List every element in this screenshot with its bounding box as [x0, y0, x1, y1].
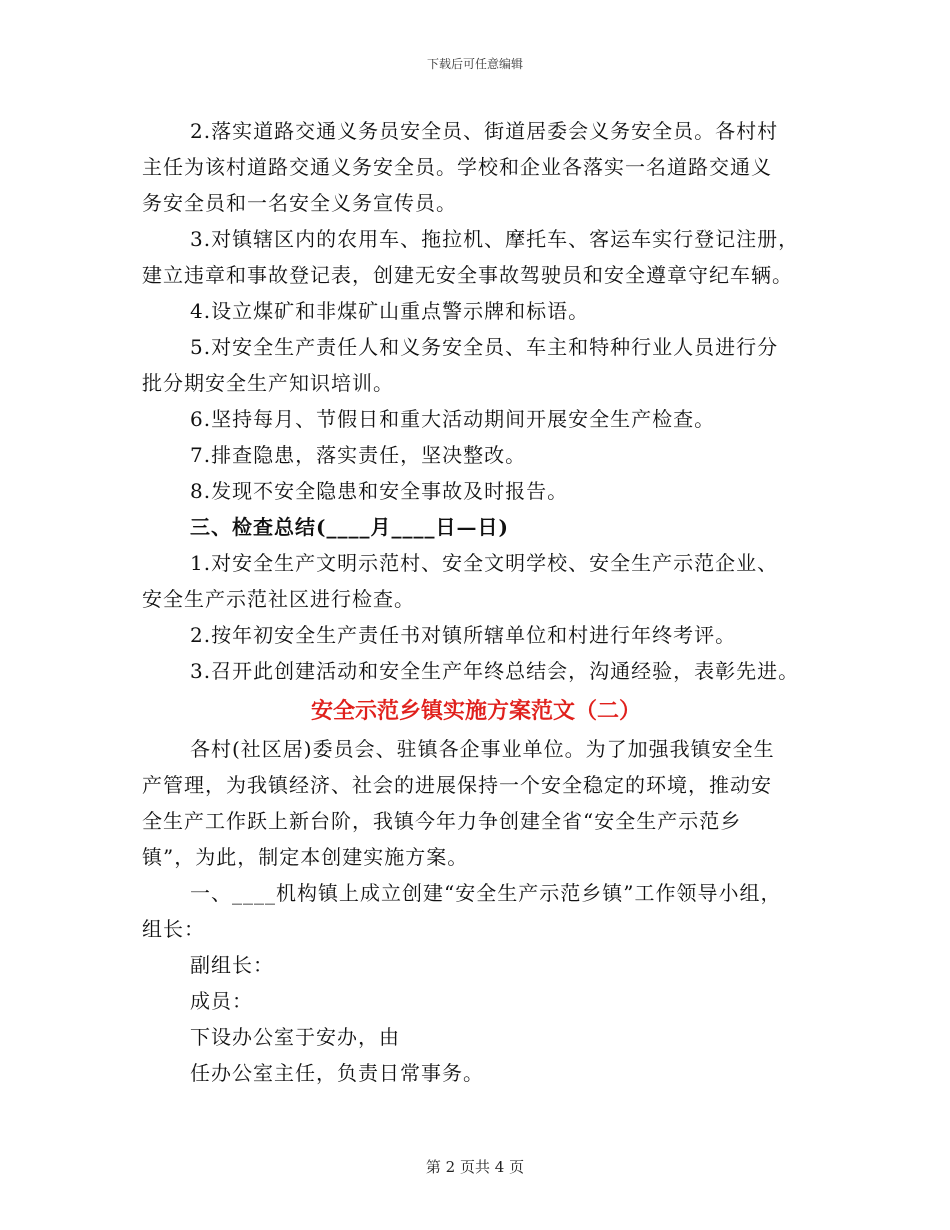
text-line: 7.排查隐患，落实责任，坚决整改。 [190, 443, 527, 467]
section-title: 安全示范乡镇实施方案范文（二） [310, 698, 641, 724]
text-line: 批分期安全生产知识培训。 [142, 371, 394, 395]
text-line: 下设办公室于安办，由 [190, 1025, 400, 1049]
text-line: 产管理，为我镇经济、社会的进展保持一个安全稳定的环境，推动安 [142, 773, 772, 797]
text-line: 建立违章和事故登记表，创建无安全事故驾驶员和安全遵章守纪车辆。 [142, 263, 793, 287]
text-line: 镇”，为此，制定本创建实施方案。 [142, 845, 469, 869]
document-body [142, 113, 810, 1091]
text-line: 全生产工作跃上新台阶，我镇今年力争创建全省“安全生产示范乡 [142, 809, 742, 833]
text-line: 3.召开此创建活动和安全生产年终总结会，沟通经验，表彰先进。 [190, 659, 800, 683]
paragraph-block-2 [142, 731, 810, 1091]
text-line: 三、检查总结(____月____日—日) [190, 515, 509, 539]
text-line: 8.发现不安全隐患和安全事故及时报告。 [190, 479, 569, 503]
text-line: 任办公室主任，负责日常事务。 [190, 1061, 484, 1085]
text-line: 1.对安全生产文明示范村、安全文明学校、安全生产示范企业、 [190, 551, 779, 575]
text-line: 一、____机构镇上成立创建“安全生产示范乡镇”工作领导小组， [190, 881, 782, 905]
text-line: 各村(社区居)委员会、驻镇各企事业单位。为了加强我镇安全生 [190, 737, 775, 761]
text-line: 副组长： [190, 953, 274, 977]
page-footer: 第 2 页共 4 页 [425, 1158, 525, 1176]
page-header: 下载后可任意编辑 [426, 57, 523, 71]
text-line: 3.对镇辖区内的农用车、拖拉机、摩托车、客运车实行登记注册， [190, 227, 800, 251]
text-line: 成员： [190, 989, 253, 1013]
text-line: 主任为该村道路交通义务安全员。学校和企业各落实一名道路交通义 [142, 155, 772, 179]
text-line: 6.坚持每月、节假日和重大活动期间开展安全生产检查。 [190, 407, 716, 431]
text-line: 4.设立煤矿和非煤矿山重点警示牌和标语。 [190, 299, 590, 323]
text-line: 2.落实道路交通义务员安全员、街道居委会义务安全员。各村村 [190, 119, 779, 143]
text-line: 务安全员和一名安全义务宣传员。 [142, 191, 457, 215]
text-line: 2.按年初安全生产责任书对镇所辖单位和村进行年终考评。 [190, 623, 737, 647]
text-line: 安全生产示范社区进行检查。 [142, 587, 415, 611]
paragraph-block-1 [142, 113, 810, 689]
text-line: 组长： [142, 917, 205, 941]
text-line: 5.对安全生产责任人和义务安全员、车主和特种行业人员进行分 [190, 335, 779, 359]
